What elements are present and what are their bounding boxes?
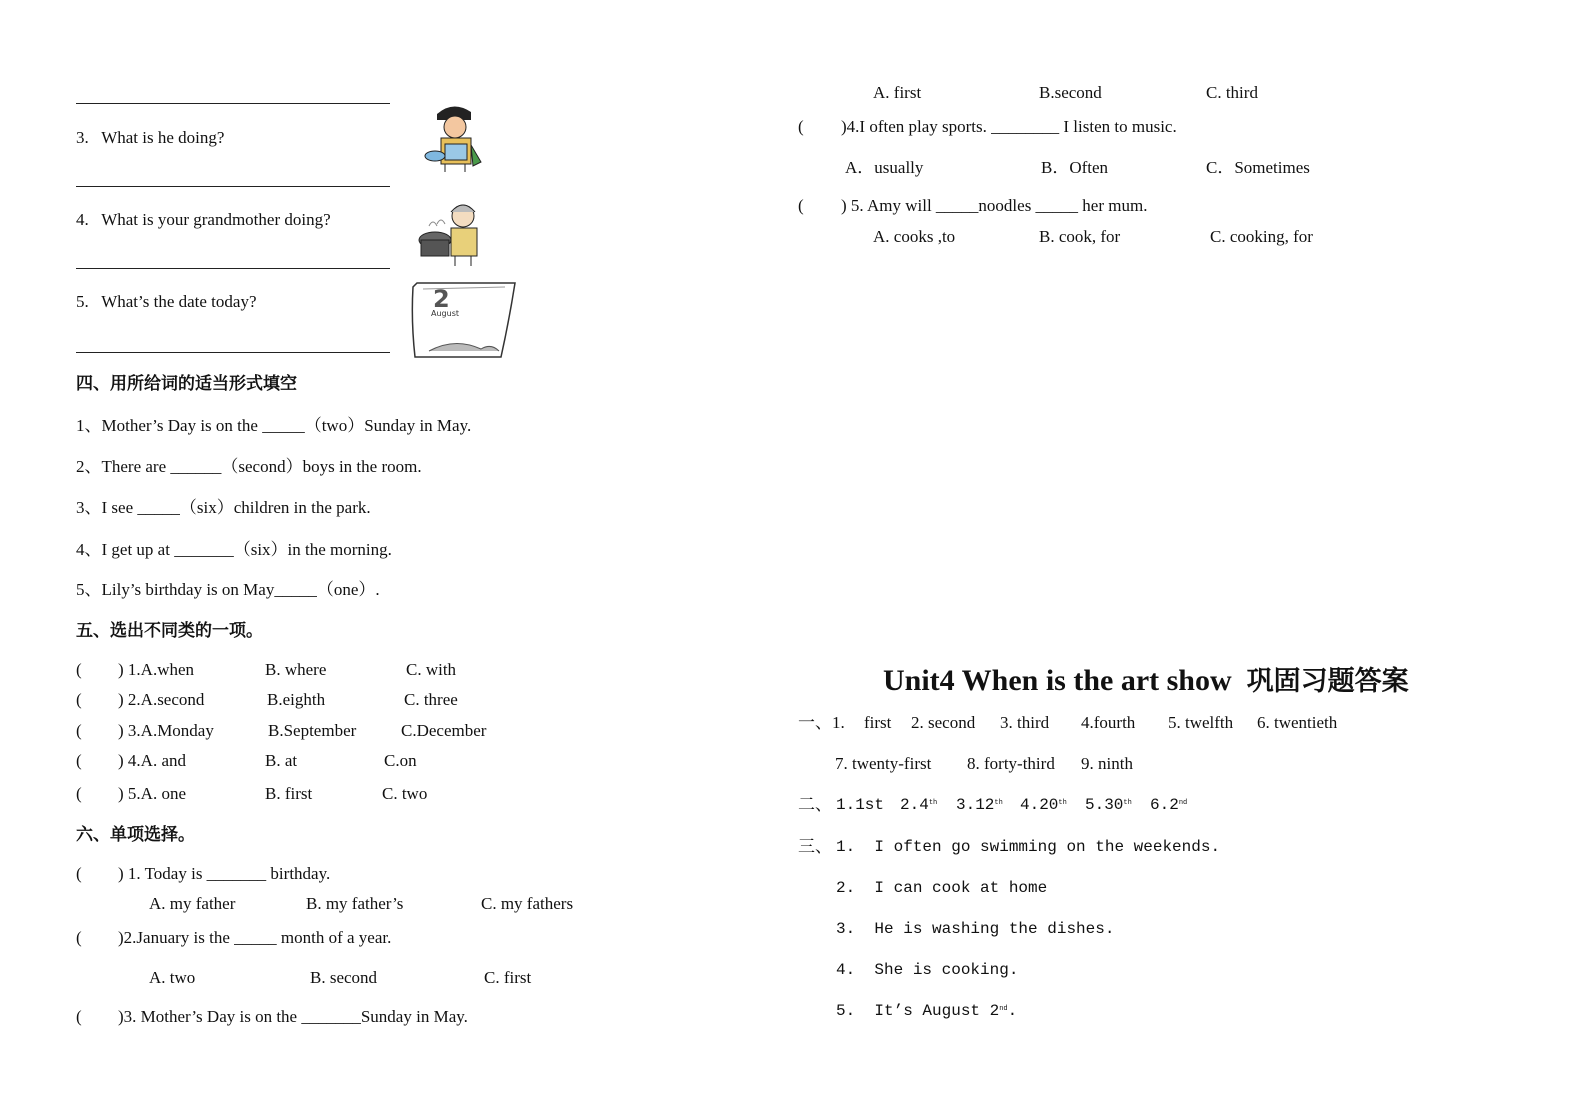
ordinal-suffix: th <box>1058 799 1067 807</box>
answer-paren: ( <box>798 196 804 215</box>
option-a: ) 5.A. one <box>118 784 186 803</box>
answer-paren: ( <box>76 721 82 740</box>
option-b: B. where <box>265 660 327 679</box>
answer-item: 9. ninth <box>1081 754 1133 773</box>
option-a: A．usually <box>845 158 924 177</box>
answer-item: 2. second <box>911 713 976 732</box>
answer-paren: ( <box>76 784 82 803</box>
option-c: C.December <box>401 721 487 740</box>
option-a: A. two <box>149 968 196 987</box>
option-b: B. second <box>310 968 378 987</box>
answer-item <box>956 795 1003 815</box>
choice-question-2: )2.January is the _____ month of a year. <box>118 928 392 947</box>
option-a: A. first <box>873 83 922 102</box>
option-b: B.eighth <box>267 690 326 709</box>
option-c: C. my fathers <box>481 894 574 913</box>
answer-text: 1.1st <box>836 796 885 814</box>
option-a: A. cooks ,to <box>873 227 956 246</box>
answer-item: 8. forty-third <box>967 754 1055 773</box>
grandmother-cooking-illustration <box>415 198 495 270</box>
option-a: ) 3.A.Monday <box>118 721 214 740</box>
answer-text: 5. It’s August 2 <box>836 1002 1000 1020</box>
answer-sentence: 1. I often go swimming on the weekends. <box>836 838 1221 856</box>
answer-text: 6.2 <box>1150 796 1179 814</box>
calendar-month: August <box>431 309 459 318</box>
answer-item: first <box>864 713 892 732</box>
answer-item <box>836 795 884 815</box>
option-c: C. two <box>382 784 428 803</box>
choice-question-1: ) 1. Today is _______ birthday. <box>118 864 331 883</box>
calendar-day: 2 <box>433 285 450 313</box>
option-a: A. my father <box>149 894 236 913</box>
choice-question-4: )4.I often play sports. ________ I listen to music. <box>841 117 1177 136</box>
choice-question-3: )3. Mother’s Day is on the _______Sunday in May. <box>118 1007 468 1026</box>
answer-item <box>900 795 937 815</box>
fill-item-2: 2、There are ______（second）boys in the room. <box>76 457 422 476</box>
ordinal-suffix: th <box>994 799 1003 807</box>
answer-text-end: . <box>1007 1002 1018 1020</box>
answer-item: 7. twenty-first <box>835 754 932 773</box>
option-a: ) 1.A.when <box>118 660 195 679</box>
answer-sentence: 3. He is washing the dishes. <box>836 920 1115 938</box>
answer-item <box>1150 795 1187 815</box>
answer-text: 5.30 <box>1085 796 1124 814</box>
section-4-title: 四、用所给词的适当形式填空 <box>76 374 297 394</box>
answer-line <box>76 103 390 104</box>
section-5-title: 五、选出不同类的一项。 <box>76 621 263 641</box>
option-b: B. at <box>265 751 298 770</box>
option-c: C.on <box>384 751 417 770</box>
option-c: C. cooking, for <box>1210 227 1313 246</box>
question-5: 5. What’s the date today? <box>76 292 257 311</box>
answer-paren: ( <box>76 660 82 679</box>
answer-paren: ( <box>76 751 82 770</box>
fill-item-3: 3、I see _____（six）children in the park. <box>76 498 371 517</box>
question-3: 3. What is he doing? <box>76 128 225 147</box>
answer-text: 4.20 <box>1020 796 1059 814</box>
option-c: C. with <box>406 660 457 679</box>
fill-item-4: 4、I get up at _______（six）in the morning. <box>76 540 392 559</box>
option-c: C. three <box>404 690 458 709</box>
answer-line <box>76 352 390 353</box>
answer-key-title-zh: 巩固习题答案 <box>1246 666 1409 697</box>
option-b: B.second <box>1039 83 1102 102</box>
answer-section-1-prefix: 一、1. <box>798 713 845 732</box>
answer-item: 3. third <box>1000 713 1050 732</box>
answer-sentence: 2. I can cook at home <box>836 879 1048 897</box>
option-c: C. first <box>484 968 532 987</box>
answer-paren: ( <box>76 690 82 709</box>
answer-key-title-en: Unit4 When is the art show <box>883 664 1232 697</box>
answer-section-2-prefix: 二、 <box>798 795 832 814</box>
answer-item: 6. twentieth <box>1257 713 1338 732</box>
ordinal-suffix: nd <box>999 1005 1008 1013</box>
answer-text: 2.4 <box>900 796 929 814</box>
option-b: B. my father’s <box>306 894 404 913</box>
answer-item <box>1020 795 1067 815</box>
section-6-title: 六、单项选择。 <box>76 825 195 845</box>
option-b: B. first <box>265 784 313 803</box>
option-b: B. cook, for <box>1039 227 1121 246</box>
boy-washing-dishes-illustration <box>415 100 495 175</box>
ordinal-suffix: th <box>1123 799 1132 807</box>
answer-item <box>1085 795 1132 815</box>
option-c: C. third <box>1206 83 1258 102</box>
answer-paren: ( <box>76 928 82 947</box>
calendar-illustration <box>409 281 517 359</box>
fill-item-5: 5、Lily’s birthday is on May_____（one）. <box>76 580 380 599</box>
answer-paren: ( <box>76 864 82 883</box>
answer-paren: ( <box>76 1007 82 1026</box>
answer-text: 3.12 <box>956 796 995 814</box>
option-c: C．Sometimes <box>1206 158 1310 177</box>
answer-section-3-prefix: 三、 <box>798 837 832 856</box>
answer-line <box>76 268 390 269</box>
answer-key-title <box>883 664 1409 699</box>
answer-sentence <box>836 1001 1017 1021</box>
option-b: B.September <box>268 721 357 740</box>
answer-item: 4.fourth <box>1081 713 1136 732</box>
ordinal-suffix: th <box>928 799 938 807</box>
option-b: B．Often <box>1041 158 1109 177</box>
option-a: ) 4.A. and <box>118 751 186 770</box>
option-a: ) 2.A.second <box>118 690 205 709</box>
answer-sentence: 4. She is cooking. <box>836 961 1019 979</box>
answer-line <box>76 186 390 187</box>
question-4: 4. What is your grandmother doing? <box>76 210 331 229</box>
answer-item: 5. twelfth <box>1168 713 1234 732</box>
ordinal-suffix: nd <box>1178 799 1188 807</box>
answer-paren: ( <box>798 117 804 136</box>
choice-question-5: ) 5. Amy will _____noodles _____ her mum. <box>841 196 1148 215</box>
fill-item-1: 1、Mother’s Day is on the _____（two）Sunday in May. <box>76 416 472 435</box>
